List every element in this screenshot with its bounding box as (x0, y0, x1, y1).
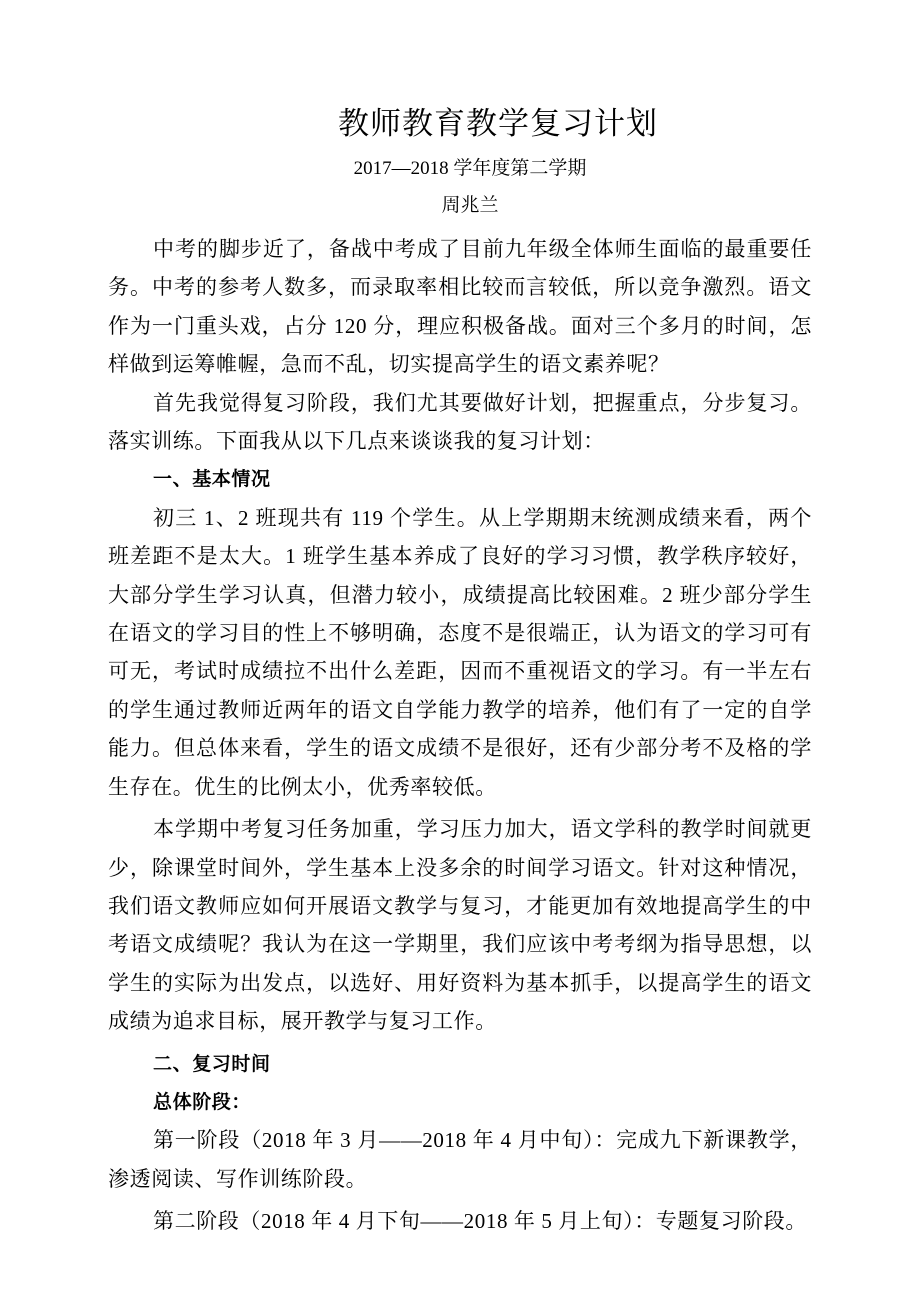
paragraph-plan-overview: 首先我觉得复习阶段，我们尤其要做好计划，把握重点，分步复习。落实训练。下面我从以下几点来谈谈我的复习计划： (108, 390, 812, 454)
section-heading-basic-situation: 一、基本情况 (153, 468, 271, 491)
section-heading-review-time: 二、复习时间 (153, 1052, 271, 1075)
document-author: 周兆兰 (441, 195, 499, 216)
paragraph-semester-tasks: 本学期中考复习任务加重，学习压力加大，语文学科的教学时间就更少，除课堂时间外，学生基本上没多余的时间学习语文。针对这种情况，我们语文教师应如何开展语文教学与复习，才能更加有效地提高学生的中考语文成绩呢？我认为在这一学期里，我们应该中考考纲为指导思想，以学生的实际为出发点，以选好、用好资料为基本抓手，以提高学生的语文成绩为追求目标，展开教学与复习工作。 (108, 817, 812, 1034)
paragraph-stage-two: 第二阶段（2018 年 4 月下旬——2018 年 5 月上旬）：专题复习阶段。 (153, 1209, 807, 1234)
document-body (108, 230, 812, 1241)
document-title: 教师教育教学复习计划 (338, 106, 658, 142)
subheading-overall-stages: 总体阶段： (153, 1090, 252, 1113)
paragraph-basic-situation: 初三 1、2 班现共有 119 个学生。从上学期期末统测成绩来看，两个班差距不是太大。1 班学生基本养成了良好的学习习惯，教学秩序较好，大部分学生学习认真，但潜力较小，成绩提高比较困难。2 班少部分学生在语文的学习目的性上不够明确，态度不是很端正，认为语文的学习可有可无，考试时成绩拉不出什么差距，因而不重视语文的学习。有一半左右的学生通过教师近两年的语文自学能力教学的培养，他们有了一定的自学能力。但总体来看，学生的语文成绩不是很好，还有少部分考不及格的学生存在。优生的比例太小，优秀率较低。 (108, 505, 812, 799)
document-subtitle: 2017—2018 学年度第二学期 (353, 158, 587, 179)
paragraph-intro: 中考的脚步近了，备战中考成了目前九年级全体师生面临的最重要任务。中考的参考人数多，而录取率相比较而言较低，所以竞争激烈。语文作为一门重头戏，占分 120 分，理应积极备战。面对三个多月的时间，怎样做到运筹帷幄，急而不乱，切实提高学生的语文素养呢？ (108, 237, 812, 377)
paragraph-stage-one: 第一阶段（2018 年 3 月——2018 年 4 月中旬）：完成九下新课教学，渗透阅读、写作训练阶段。 (108, 1128, 812, 1191)
